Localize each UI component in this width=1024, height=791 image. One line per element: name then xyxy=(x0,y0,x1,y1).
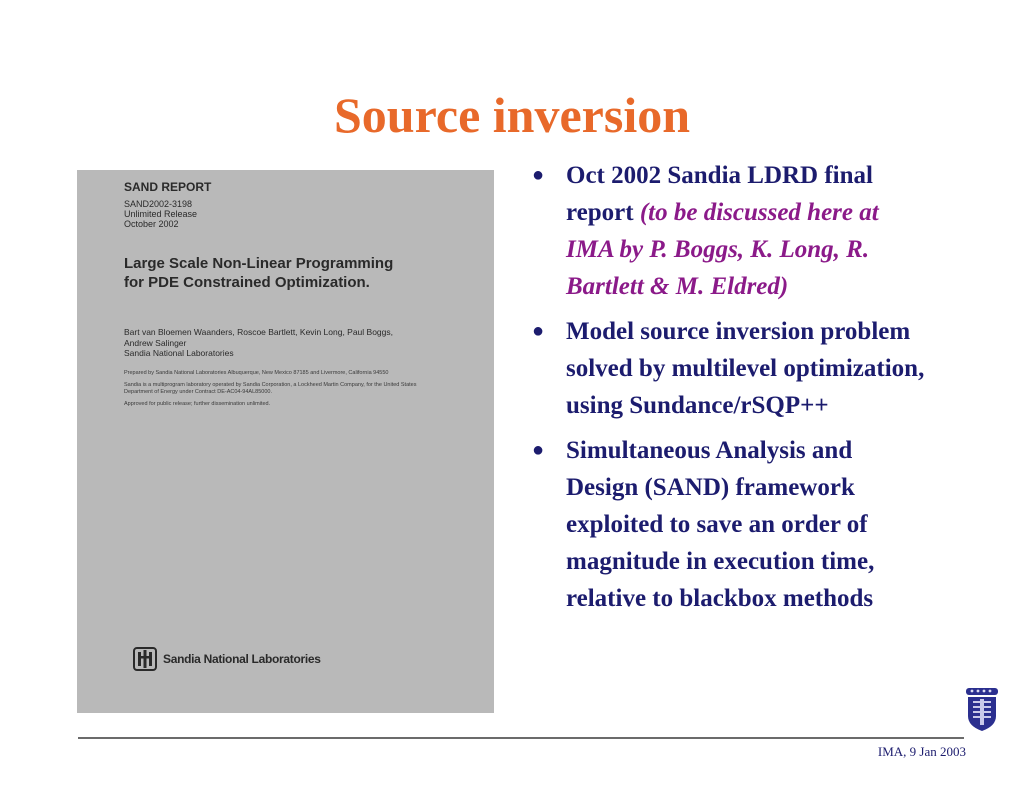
bullet-item xyxy=(530,313,930,424)
bullet-note: (to be discussed here at IMA by P. Boggs, K. Long, R. Bartlett & M. Eldred) xyxy=(566,199,879,300)
report-cover-image xyxy=(77,170,494,713)
report-title-line: Large Scale Non-Linear Programming xyxy=(124,255,394,272)
bullet-text: Oct 2002 Sandia LDRD final report xyxy=(566,162,873,226)
slide-title: Source inversion xyxy=(333,87,691,143)
report-title-line: for PDE Constrained Optimization. xyxy=(124,274,370,291)
author-line: Bart van Bloemen Waanders, Roscoe Bartlett, Kevin Long, Paul Boggs, xyxy=(124,327,393,337)
footer-rule xyxy=(78,737,964,739)
bullet-item xyxy=(530,432,930,617)
report-title xyxy=(124,254,464,292)
report-kind: SAND REPORT xyxy=(124,180,212,194)
bullet-dot-icon: ● xyxy=(532,320,545,342)
bullet-text: Model source inversion problem solved by multilevel optimization, using Sundance/rSQP++ xyxy=(566,318,925,419)
report-date: October 2002 xyxy=(124,219,179,229)
footer-text: IMA, 9 Jan 2003 xyxy=(877,744,966,759)
report-release: Unlimited Release xyxy=(124,209,198,219)
report-meta xyxy=(124,199,197,229)
fine-print-line: Prepared by Sandia National Laboratories Albuquerque, New Mexico 87185 and Livermore, California 94550 xyxy=(124,370,389,376)
report-fine-print xyxy=(124,370,424,413)
author-line: Andrew Salinger xyxy=(124,337,187,348)
bullet-text: Simultaneous Analysis and Design (SAND) framework exploited to save an order of magnitude in execution time, relative to blackbox methods xyxy=(566,437,875,612)
fine-print-line: Approved for public release; further dissemination unlimited. xyxy=(124,401,271,407)
bullet-dot-icon: ● xyxy=(532,164,545,186)
bullet-list xyxy=(530,157,930,625)
fine-print-line: Sandia is a multiprogram laboratory operated by Sandia Corporation, a Lockheed Martin Company, for the United States Department of Energy under Contract DE-AC04-94AL85000. xyxy=(124,382,417,395)
bullet-item xyxy=(530,157,930,305)
bullet-dot-icon: ● xyxy=(532,439,545,461)
sandia-logo-icon xyxy=(133,647,157,671)
crest-logo-icon xyxy=(964,686,1000,732)
report-authors xyxy=(124,327,454,359)
author-line: Sandia National Laboratories xyxy=(124,348,234,358)
lab-name: Sandia National Laboratories xyxy=(163,652,321,666)
report-number: SAND2002-3198 xyxy=(124,199,193,209)
